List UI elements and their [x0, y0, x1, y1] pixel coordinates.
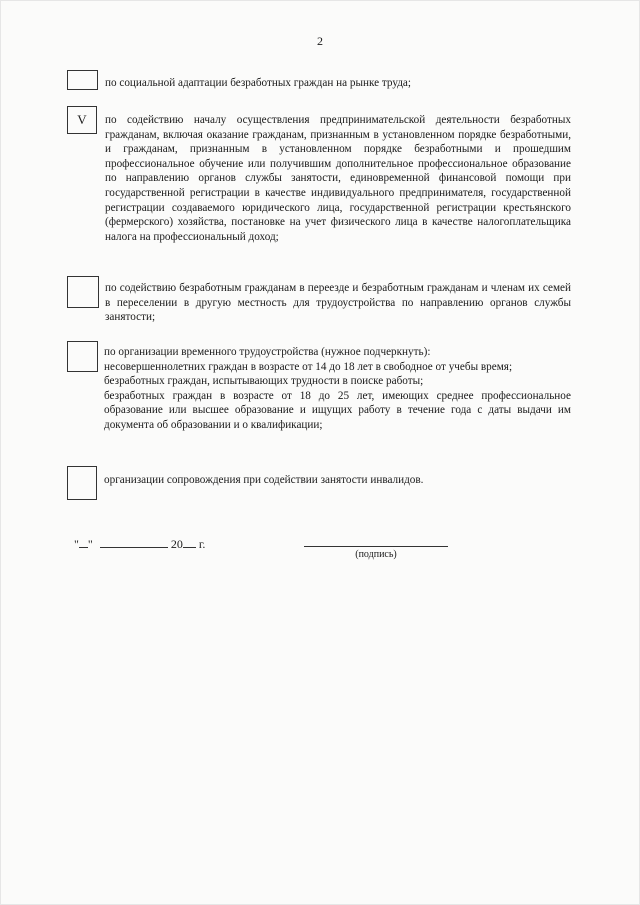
- date-field: [74, 536, 205, 552]
- signature-line[interactable]: [304, 546, 448, 547]
- page-number: 2: [317, 34, 323, 48]
- option-paragraph: несовершеннолетних граждан в возрасте от 14 до 18 лет в свободное от учебы время;: [104, 360, 513, 373]
- signature-label: (подпись): [355, 549, 397, 560]
- option-paragraph: по социальной адаптации безработных граждан на рынке труда;: [105, 77, 411, 89]
- checkbox-relocation[interactable]: [67, 276, 99, 308]
- option-text: [104, 345, 571, 433]
- option-paragraph: безработных граждан, испытывающих трудности в поиске работы;: [104, 375, 424, 388]
- option-paragraph: по содействию началу осуществления предпринимательской деятельности безработных гражданам, включая оказание гражданам, признанным в установленном порядке безработными, и гражданам, признанным в установленном порядке безработными и прошедшим профессиональное обучение или получившим дополнительное профессиональное образование по направлению органов службы занятости, единовременной финансовой помощи при государственной регистрации в качестве индивидуального предпринимателя, государственной регистрации создаваемого юридического лица, государственной регистрации крестьянского (фермерского) хозяйства, постановке на учет физического лица в качестве налогоплательщика налога на профессиональный доход;: [105, 114, 571, 243]
- checkbox-mark: V: [77, 112, 87, 127]
- month-blank[interactable]: [100, 536, 168, 548]
- option-text: [105, 76, 575, 91]
- option-text: [104, 473, 544, 488]
- quote-close: ": [87, 537, 93, 551]
- checkbox-disability-support[interactable]: [67, 466, 97, 500]
- checkbox-social-adaptation[interactable]: [67, 70, 98, 90]
- option-paragraph: безработных граждан в возрасте от 18 до 25 лет, имеющих среднее профессиональное образование или высшее образование и ищущих работу в течение года с даты выдачи им документа об образовании и о квалификации;: [104, 389, 571, 431]
- option-paragraph: по содействию безработным гражданам в переезде и безработным гражданам и членам их семей в переселении в другую местность для трудоустройства по направлению органов службы занятости;: [105, 282, 571, 324]
- quote-open: ": [74, 537, 79, 551]
- option-paragraph: по организации временного трудоустройства (нужное подчеркнуть):: [104, 346, 431, 358]
- year-blank[interactable]: [183, 536, 196, 548]
- year-suffix: г.: [198, 537, 206, 551]
- year-prefix: 20: [170, 537, 183, 551]
- option-text: [105, 113, 571, 244]
- day-blank[interactable]: [79, 536, 88, 548]
- checkbox-temporary-employment[interactable]: [67, 341, 98, 372]
- option-text: [105, 281, 571, 325]
- option-paragraph: организации сопровождения при содействии занятости инвалидов.: [104, 474, 424, 486]
- checkbox-entrepreneurship[interactable]: [67, 106, 97, 134]
